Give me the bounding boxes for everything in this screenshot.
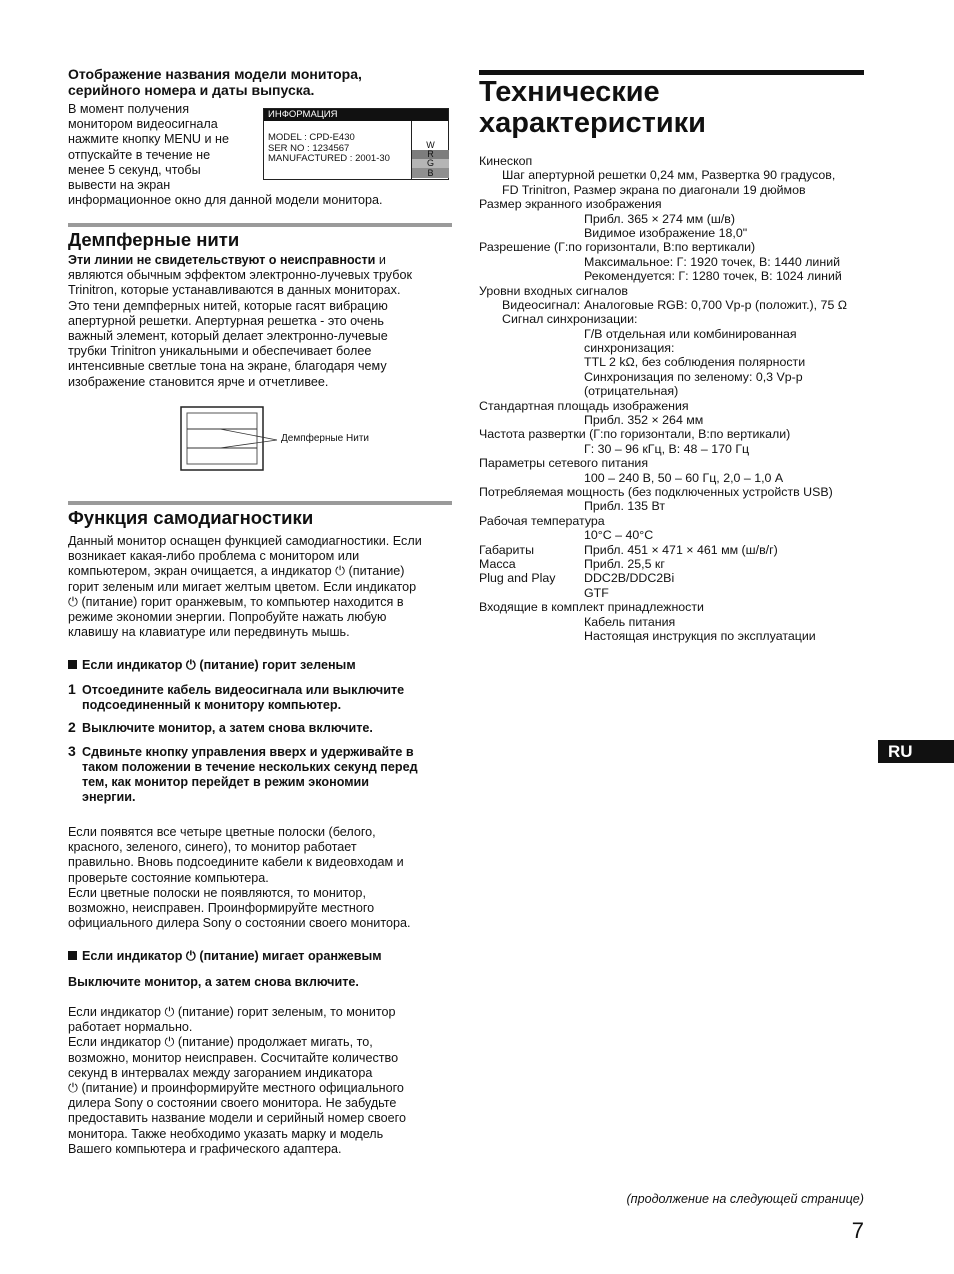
spec-label: Стандартная площадь изображения — [479, 398, 689, 413]
spec-label: Кинескоп — [479, 154, 533, 168]
spec-label: Рабочая температура — [479, 513, 605, 528]
information-window-title: ИНФОРМАЦИЯ — [264, 109, 448, 121]
orange-instruction: Выключите монитор, а затем снова включите. — [68, 975, 359, 989]
spec-row — [479, 557, 879, 571]
text-line: Если цветные полоски не появляются, то монитор, — [68, 885, 366, 900]
spec-value: Г: 30 – 96 кГц, В: 48 – 170 Гц — [584, 441, 750, 456]
color-bar-white: W — [426, 140, 435, 150]
page-number: 7 — [851, 1218, 864, 1243]
spec-row — [479, 615, 879, 629]
title-rule — [479, 70, 864, 75]
text-line: Если появятся все четыре цветные полоски (белого, — [68, 825, 376, 839]
text-line: проверьте состояние компьютера. — [68, 870, 269, 885]
text-line: официального дилера Sony о состоянии своего монитора. — [68, 916, 411, 931]
color-bar-blue: B — [412, 168, 449, 178]
step-text: таком положении в течение нескольких секунд перед — [82, 759, 418, 774]
spec-value: Синхронизация по зеленому: 0,3 Vp-p — [584, 369, 803, 384]
spec-row — [479, 183, 879, 197]
step-text: Выключите монитор, а затем снова включите. — [82, 721, 373, 736]
step-text: Отсоедините кабель видеосигнала или выключите — [82, 683, 405, 697]
step-text: энергии. — [82, 790, 136, 805]
text-line: клавишу на клавиатуре или передвинуть мышь. — [68, 625, 350, 640]
spec-value: FD Trinitron, Размер экрана по диагонали 19 дюймов — [502, 182, 806, 197]
spec-value: 100 – 240 В, 50 – 60 Гц, 2,0 – 1,0 А — [584, 470, 784, 485]
step-item — [68, 721, 458, 736]
spec-value: TTL 2 kΩ, без соблюдения полярности — [584, 355, 806, 370]
spec-row — [479, 427, 879, 441]
color-bar-green: G — [412, 159, 449, 168]
text-line: монитора. Также необходимо указать марку и модель — [68, 1126, 384, 1141]
spec-value: Прибл. 352 × 264 мм — [584, 413, 704, 428]
spec-label: Параметры сетевого питания — [479, 456, 649, 471]
square-bullet-icon — [68, 951, 77, 960]
text-line: важный элемент, который делает электронно-лучевые — [68, 329, 388, 344]
spec-value: Настоящая инструкция по эксплуатации — [584, 628, 816, 643]
spec-value: Рекомендуется: Г: 1280 точек, В: 1024 линий — [584, 269, 842, 284]
damper-wires-diagram — [180, 406, 376, 472]
spec-label: Частота развертки (Г:по горизонтали, В:по вертикали) — [479, 427, 791, 442]
text-line: предоставить название модели и серийный номер своего — [68, 1111, 406, 1126]
spec-value: Прибл. 365 × 274 мм (ш/в) — [584, 211, 735, 226]
text-line: ⏻ (питание) горит оранжевым, то компьютер находится в — [68, 594, 404, 609]
specs-title — [479, 77, 706, 139]
square-bullet-icon — [68, 660, 77, 669]
text-line: возникает какая-либо проблема с монитором или — [68, 549, 360, 564]
spec-row — [479, 586, 879, 600]
spec-row — [479, 413, 879, 427]
green-indicator-heading — [68, 658, 356, 673]
spec-value: 10°C – 40°C — [584, 528, 654, 543]
info-line: SER NO : 1234567 — [268, 142, 350, 154]
spec-row — [479, 355, 879, 369]
spec-label: Уровни входных сигналов — [479, 283, 628, 298]
spec-row — [479, 629, 879, 643]
step-number: 1 — [68, 681, 76, 697]
damper-label: Демпферные Нити — [281, 433, 369, 444]
spec-row — [479, 168, 879, 182]
spec-label: Масса — [479, 556, 516, 571]
spec-row — [479, 255, 879, 269]
steps-list — [68, 683, 458, 805]
text-line: нажмите кнопку MENU и не — [68, 132, 230, 147]
information-window-lines — [268, 133, 390, 165]
spec-label: Plug and Play — [479, 571, 556, 586]
spec-value: Шаг апертурной решетки 0,24 мм, Развертка 90 градусов, — [502, 168, 836, 183]
spec-value: синхронизация: — [584, 341, 675, 356]
spec-row — [479, 442, 879, 456]
text-line: возможно, неисправен. Проинформируйте местного — [68, 901, 375, 916]
orange-heading-text: Если индикатор ⏻ (питание) мигает оранжевым — [82, 949, 382, 963]
spec-value: Аналоговые RGB: 0,700 Vp-p (положит.), 75 Ω — [584, 297, 848, 312]
spec-row — [479, 514, 879, 528]
specs-title-line1: Технические — [479, 76, 660, 108]
diagnostics-text — [68, 534, 458, 640]
specs-list — [479, 154, 879, 643]
damper-text — [68, 253, 458, 390]
spec-row — [479, 240, 879, 254]
spec-row — [479, 197, 879, 211]
color-bars — [411, 121, 449, 179]
damper-heading: Демпферные нити — [68, 229, 240, 250]
step-text: тем, как монитор перейдет в режим экономии — [82, 775, 370, 790]
spec-value: Г/В отдельная или комбинированная — [584, 326, 797, 341]
spec-row — [479, 269, 879, 283]
spec-value: Видимое изображение 18,0" — [584, 225, 748, 240]
spec-row — [479, 456, 879, 470]
spec-row — [479, 571, 879, 585]
spec-row — [479, 298, 879, 312]
spec-row — [479, 370, 879, 384]
green-heading-text: Если индикатор ⏻ (питание) горит зеленым — [82, 658, 356, 672]
damper-lead: Эти линии не свидетельствуют о неисправности — [68, 253, 376, 267]
spec-value: Прибл. 451 × 471 × 461 мм (ш/в/г) — [584, 542, 778, 557]
spec-row — [479, 499, 879, 513]
orange-after-text — [68, 1005, 458, 1157]
information-window — [263, 108, 449, 180]
spec-row — [479, 471, 879, 485]
text-line: Данный монитор оснащен функцией самодиагностики. Если — [68, 534, 422, 548]
text-line: режиме экономии энергии. Попробуйте нажать любую — [68, 610, 387, 625]
text-line: монитором видеосигнала — [68, 117, 218, 132]
text-line: Вашего компьютера и графического адаптера. — [68, 1141, 342, 1156]
section-divider — [68, 501, 452, 505]
spec-value: Максимальное: Г: 1920 точек, В: 1440 линий — [584, 254, 841, 269]
language-tab: RU — [878, 740, 954, 763]
text-line: апертурной решетки. Апертурная решетка - это очень — [68, 313, 384, 328]
text-line: В момент получения — [68, 102, 190, 116]
spec-value: (отрицательная) — [584, 384, 679, 399]
text-line: Trinitron, которые устанавливаются в данных мониторах. — [68, 283, 401, 298]
text-line: компьютером, экран очищается, а индикатор ⏻ (питание) — [68, 564, 405, 579]
spec-row — [479, 600, 879, 614]
spec-row — [479, 485, 879, 499]
step-item — [68, 683, 458, 713]
spec-row — [479, 226, 879, 240]
text-line: Если индикатор ⏻ (питание) горит зеленым, то монитор — [68, 1005, 396, 1019]
spec-label: Входящие в комплект принадлежности — [479, 600, 704, 615]
text-line: информационное окно для данной модели монитора. — [68, 193, 383, 208]
text-line: Если индикатор ⏻ (питание) продолжает мигать, то, — [68, 1035, 373, 1050]
text-line: интенсивные светлые тона на экране, благодаря чему — [68, 359, 387, 374]
step-text: подсоединенный к монитору компьютер. — [82, 698, 342, 713]
step-item — [68, 742, 458, 806]
text-line: отпускайте в течение не — [68, 147, 211, 162]
text-line: секунд в интервалах между загоранием индикатора — [68, 1065, 373, 1080]
text-line: вывести на экран — [68, 178, 171, 193]
spec-row — [479, 543, 879, 557]
diagnostics-heading: Функция самодиагностики — [68, 507, 314, 528]
spec-value: Кабель питания — [584, 614, 676, 629]
spec-label: Разрешение (Г:по горизонтали, В:по вертикали) — [479, 240, 756, 255]
info-line: MANUFACTURED : 2001-30 — [268, 153, 390, 164]
green-after-text — [68, 825, 458, 931]
text-line: правильно. Вновь подсоедините кабели к видеовходам и — [68, 855, 404, 870]
spec-row — [479, 312, 879, 326]
text-line: Это тени демпферных нитей, которые гасят вибрацию — [68, 298, 388, 313]
spec-row — [479, 341, 879, 355]
damper-lead-tail: и — [375, 253, 386, 267]
color-bar-red: R — [412, 150, 449, 159]
step-text: Сдвиньте кнопку управления вверх и удерживайте в — [82, 744, 414, 759]
text-line: трубки Trinitron уникальными и обеспечивает более — [68, 344, 372, 359]
spec-row — [479, 399, 879, 413]
text-line: изображение становится ярче и отчетливее. — [68, 374, 329, 389]
spec-row — [479, 327, 879, 341]
step-number: 3 — [68, 742, 76, 759]
spec-row — [479, 384, 879, 398]
section-divider — [68, 223, 452, 227]
spec-value: Видеосигнал: — [502, 297, 581, 312]
spec-value: Сигнал синхронизации: — [502, 312, 638, 327]
spec-value: Прибл. 135 Вт — [584, 499, 666, 514]
text-line: красного, зеленого, синего), то монитор работает — [68, 840, 357, 855]
continued-note: (продолжение на следующей странице) — [626, 1192, 864, 1206]
info-line: MODEL : CPD-E430 — [268, 132, 355, 143]
specs-title-line2: характеристики — [479, 107, 706, 139]
spec-label: Потребляемая мощность (без подключенных устройств USB) — [479, 484, 833, 499]
text-line: дилера Sony о состоянии своего монитора. Не забудьте — [68, 1096, 397, 1111]
spec-label: Размер экранного изображения — [479, 197, 662, 212]
orange-indicator-heading — [68, 949, 382, 964]
model-info-heading: Отображение названия модели монитора, серийного номера и даты выпуска. — [68, 66, 362, 98]
text-line: возможно, монитор неисправен. Сосчитайте количество — [68, 1050, 399, 1065]
text-line: ⏻ (питание) и проинформируйте местного официального — [68, 1081, 404, 1096]
spec-row — [479, 284, 879, 298]
spec-row — [479, 212, 879, 226]
text-line: горит зеленым или мигает желтым цветом. Если индикатор — [68, 579, 417, 594]
spec-value: Прибл. 25,5 кг — [584, 556, 665, 571]
spec-row — [479, 154, 879, 168]
text-line: работает нормально. — [68, 1020, 193, 1035]
step-number: 2 — [68, 719, 76, 736]
spec-value: DDC2B/DDC2Bi — [584, 571, 675, 586]
spec-value: GTF — [584, 585, 609, 600]
spec-label: Габариты — [479, 542, 535, 557]
text-line: менее 5 секунд, чтобы — [68, 162, 201, 177]
spec-row — [479, 528, 879, 542]
text-line: являются обычным эффектом электронно-лучевых трубок — [68, 268, 412, 283]
